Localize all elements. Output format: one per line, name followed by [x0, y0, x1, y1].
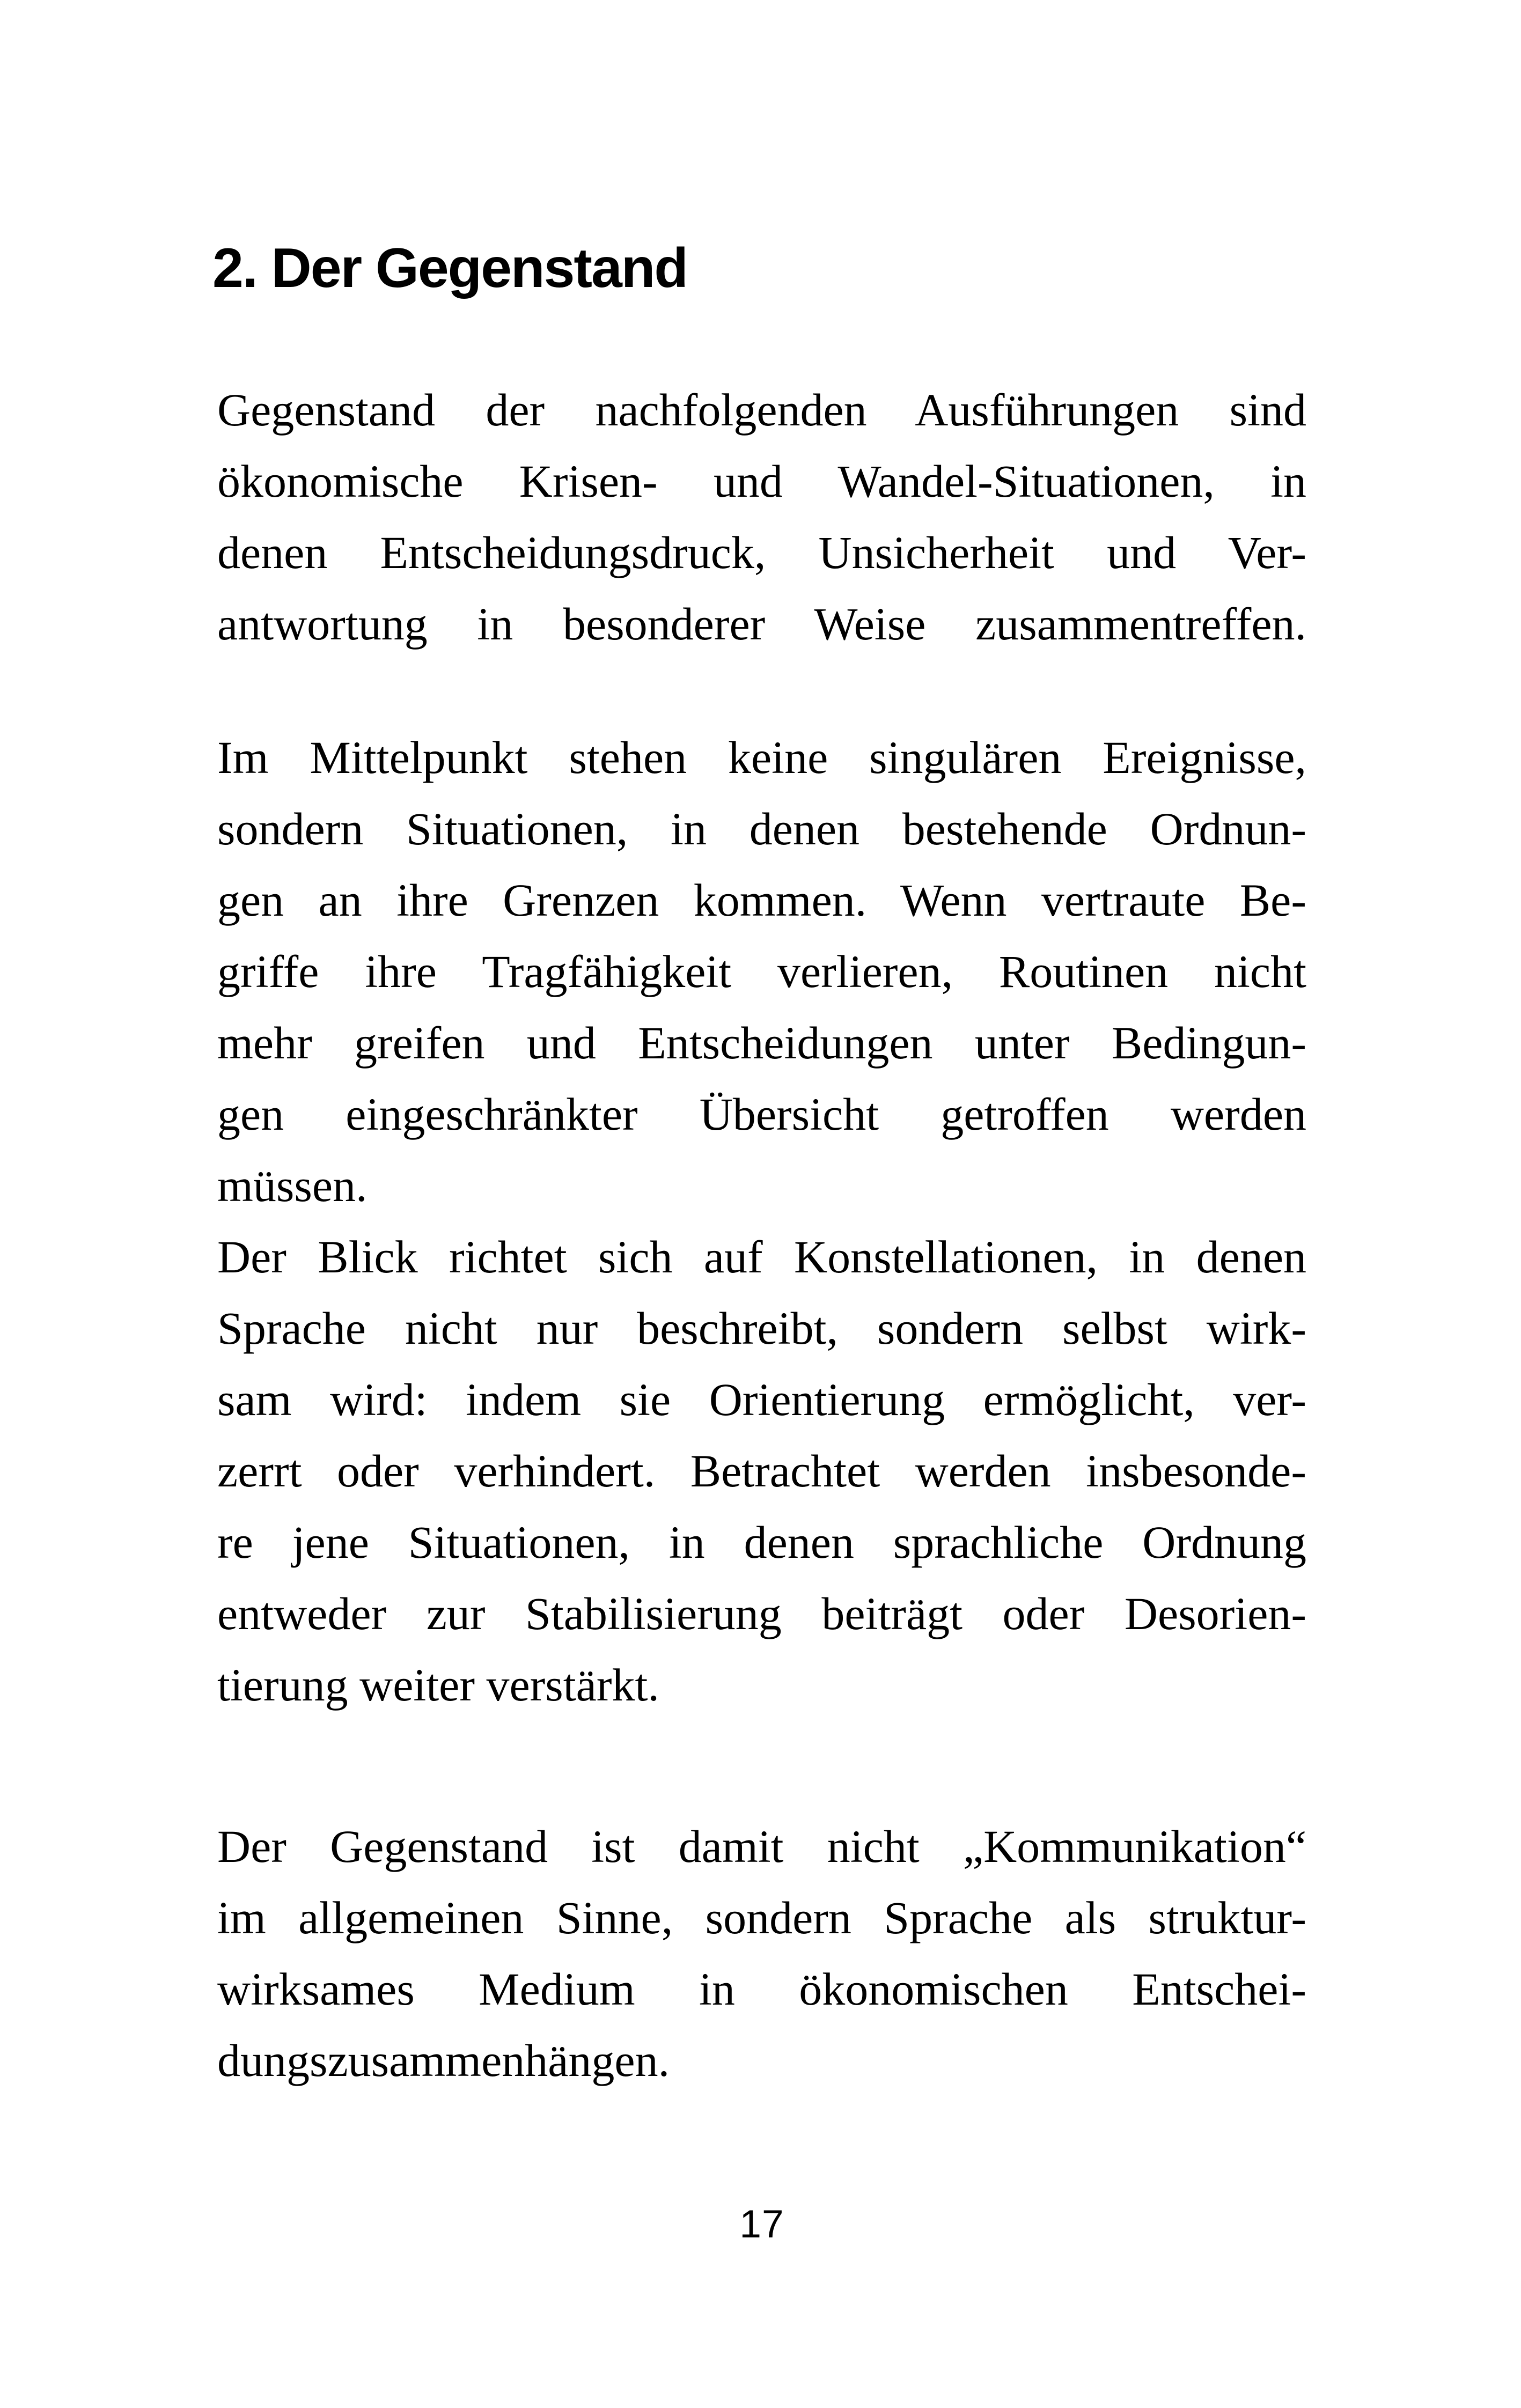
text-line: mehr greifen und Entscheidungen unter Bedingun- [217, 1017, 1306, 1069]
chapter-heading: 2. Der Gegenstand [212, 237, 687, 299]
text-line: zerrt oder verhindert. Betrachtet werden insbesonde- [217, 1445, 1306, 1497]
text-line: gen an ihre Grenzen kommen. Wenn vertraute Be- [217, 874, 1306, 926]
text-line: Gegenstand der nachfolgenden Ausführungen sind [217, 384, 1306, 436]
text-line: sondern Situationen, in denen bestehende Ordnun- [217, 803, 1306, 855]
text-line: Sprache nicht nur beschreibt, sondern selbst wirk- [217, 1302, 1306, 1354]
text-line: denen Entscheidungsdruck, Unsicherheit und Ver- [217, 527, 1306, 578]
text-line: im allgemeinen Sinne, sondern Sprache als struktur- [217, 1892, 1306, 1943]
paragraph [217, 1221, 1306, 1721]
text-line: antwortung in besonderer Weise zusammentreffen. [217, 598, 1306, 650]
text-line: dungszusammenhängen. [217, 2035, 670, 2086]
text-line: entweder zur Stabilisierung beiträgt oder Desorien- [217, 1588, 1306, 1639]
text-line: müssen. [217, 1160, 368, 1211]
text-line: tierung weiter verstärkt. [217, 1659, 659, 1711]
text-line: gen eingeschränkter Übersicht getroffen werden [217, 1088, 1306, 1140]
text-line: Im Mittelpunkt stehen keine singulären Ereignisse, [217, 732, 1306, 783]
text-line: re jene Situationen, in denen sprachliche Ordnung [217, 1516, 1306, 1568]
paragraph [217, 722, 1306, 1221]
paragraph [217, 1811, 1306, 2096]
text-line: Der Gegenstand ist damit nicht „Kommunikation“ [217, 1821, 1306, 1872]
body-text [217, 374, 1306, 2096]
text-line: Der Blick richtet sich auf Konstellationen, in denen [217, 1231, 1306, 1283]
text-line: ökonomische Krisen- und Wandel-Situationen, in [217, 455, 1306, 507]
page-number: 17 [739, 2203, 784, 2246]
text-line: griffe ihre Tragfähigkeit verlieren, Routinen nicht [217, 946, 1306, 997]
text-line: wirksames Medium in ökonomischen Entschei- [217, 1963, 1306, 2015]
paragraph [217, 374, 1306, 660]
text-line: sam wird: indem sie Orientierung ermöglicht, ver- [217, 1374, 1306, 1425]
